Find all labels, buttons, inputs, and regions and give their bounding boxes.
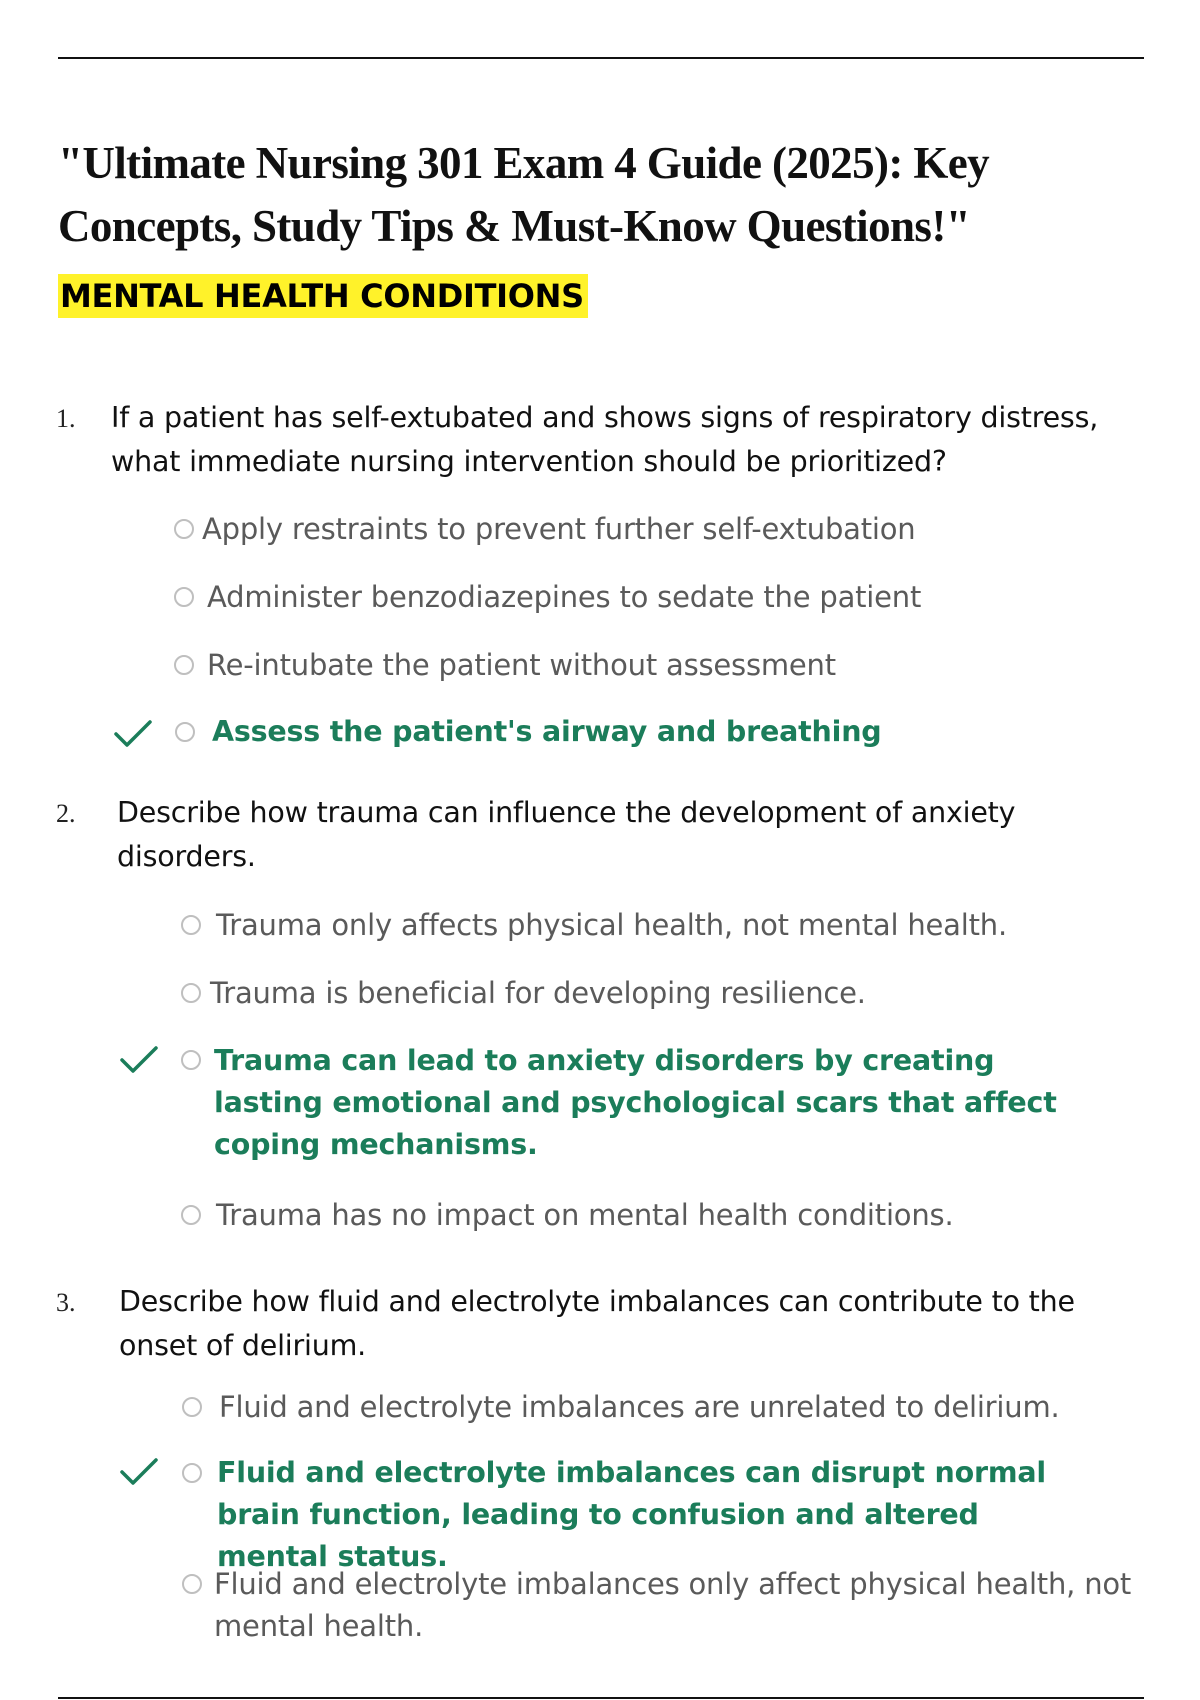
radio-button[interactable] [181,1050,201,1070]
answer-option: Apply restraints to prevent further self-extubation [202,512,916,546]
checkmark-icon [119,1455,159,1489]
question-number: 1. [56,404,76,433]
answer-option: Fluid and electrolyte imbalances only affect physical health, not mental health. [214,1567,1132,1643]
answer-option: Re-intubate the patient without assessment [207,648,836,682]
question-number: 3. [56,1288,76,1317]
bottom-divider [58,1697,1144,1699]
correct-answer-option: Assess the patient's airway and breathing [212,715,882,748]
top-divider [58,57,1144,59]
answer-option: Trauma has no impact on mental health conditions. [216,1198,954,1232]
question-text: Describe how fluid and electrolyte imbalances can contribute to the onset of delirium. [119,1285,1075,1362]
radio-button[interactable] [181,1205,201,1225]
section-heading: MENTAL HEALTH CONDITIONS [58,274,588,318]
radio-button[interactable] [181,983,201,1003]
radio-button[interactable] [175,722,195,742]
checkmark-icon [113,717,153,751]
radio-button[interactable] [182,1463,202,1483]
answer-option: Trauma only affects physical health, not mental health. [216,908,1007,942]
document-title: "Ultimate Nursing 301 Exam 4 Guide (2025): Key Concepts, Study Tips & Must-Know Questions!" [58,138,990,251]
radio-button[interactable] [181,915,201,935]
radio-button[interactable] [182,1574,202,1594]
radio-button[interactable] [174,519,194,539]
radio-button[interactable] [174,587,194,607]
answer-option: Administer benzodiazepines to sedate the patient [207,580,922,614]
radio-button[interactable] [174,655,194,675]
question-text: Describe how trauma can influence the development of anxiety disorders. [117,796,1016,873]
answer-option: Trauma is beneficial for developing resilience. [210,976,866,1010]
question-text: If a patient has self-extubated and shows signs of respiratory distress, what immediate nursing intervention should be prioritized? [111,401,1099,478]
correct-answer-option: Fluid and electrolyte imbalances can disrupt normal brain function, leading to confusion and altered mental status. [217,1456,1046,1573]
correct-answer-option: Trauma can lead to anxiety disorders by creating lasting emotional and psychological scars that affect coping mechanisms. [214,1044,1057,1161]
radio-button[interactable] [182,1397,202,1417]
question-number: 2. [56,799,76,828]
answer-option: Fluid and electrolyte imbalances are unrelated to delirium. [219,1390,1060,1424]
checkmark-icon [119,1043,159,1077]
